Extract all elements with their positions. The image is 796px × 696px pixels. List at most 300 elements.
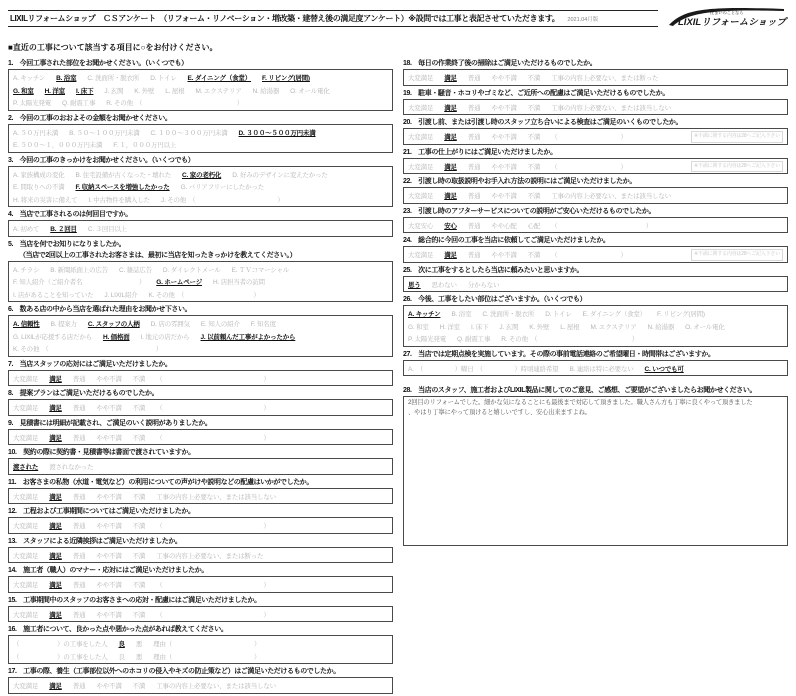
option: 不満	[132, 493, 146, 501]
option: R. その他 （ ）	[501, 336, 639, 343]
option-line	[13, 96, 388, 109]
header	[8, 5, 788, 36]
option: （ ）	[156, 582, 270, 589]
selected-option: H. 洋室	[44, 87, 65, 95]
question-title: 19. 駐車・騒音・ホコリやゴミなど、ご近所への配慮はご満足いただけるものでしたか。	[403, 89, 669, 97]
option: 大変満足	[408, 134, 434, 141]
option-line	[408, 71, 783, 84]
question-10	[8, 447, 393, 475]
option: 不満	[132, 611, 146, 619]
option: やや不満	[491, 104, 517, 112]
option: 不満	[527, 104, 541, 112]
option: 悪	[135, 653, 143, 661]
option: N. 給湯器	[647, 323, 675, 331]
option: 普通	[467, 75, 481, 82]
question-13	[8, 536, 393, 564]
option: 不満	[132, 683, 146, 690]
option: （ ）	[551, 163, 627, 171]
question-28	[403, 385, 788, 546]
question-title: 28. 当店のスタッフ、施工者およびLIXIL製品に関してのご意見、ご感想、ご要望がございましたらお聞かせください。	[403, 387, 757, 394]
option: 普通	[467, 252, 481, 259]
option-line	[13, 372, 388, 385]
option: C. １００～３００万円未満	[150, 129, 228, 137]
option: C. 雑誌広告	[119, 266, 152, 274]
option-line	[13, 431, 388, 444]
free-answer-text: 、やはり丁寧にやって頂けると嬉しいですし、安心出来ますよね。	[408, 408, 591, 416]
question-24	[403, 235, 788, 263]
selected-option: J. 以前頼んだ工事がよかったから	[200, 333, 296, 341]
option: J. その他 （ ）	[160, 196, 284, 204]
selected-option: 満足	[49, 434, 62, 442]
option: A. 初めて	[13, 226, 40, 233]
option: やや不満	[96, 683, 122, 690]
option: 不満	[527, 134, 541, 141]
option: G. バリアフリーにしたかった	[180, 184, 265, 191]
selected-option: C. いつでも可	[644, 365, 684, 373]
question-21	[403, 147, 788, 175]
option: H. 将来の災害に備えて	[13, 196, 78, 204]
option: I. 地元の店だから	[140, 333, 190, 341]
option: D. 好みのデザインに変えたかった	[232, 171, 328, 179]
answer-box	[403, 99, 788, 116]
option: C. 洗面所・脱衣所	[482, 311, 535, 318]
option: （ ）	[551, 222, 653, 230]
question-title: 12. 工程および工事期間についてはご満足いただけましたか。	[8, 508, 195, 515]
option: 工事の内容上必要ない、または該当しない	[156, 683, 276, 690]
option: P. 太陽光発電	[13, 100, 52, 107]
option: K. 外壁	[134, 87, 155, 95]
option: D. トイレ	[150, 75, 177, 82]
question-11	[8, 477, 393, 505]
option: 不満	[527, 75, 541, 82]
option: （ ）	[156, 405, 270, 412]
option: やや不満	[491, 163, 517, 171]
question-title: 25. 次に工事をするとしたら当店に頼みたいと思いますか。	[403, 266, 584, 274]
selected-option: 満足	[49, 552, 62, 560]
option-line	[13, 460, 388, 473]
option: やや不満	[96, 523, 122, 530]
option: E. ５００～１，０００万円未満	[13, 142, 103, 149]
answer-box	[403, 187, 788, 204]
option-line	[13, 193, 388, 206]
answer-box	[8, 677, 393, 694]
option: 工事の内容上必要ない、または該当しない	[156, 493, 276, 501]
option: A. チラシ	[13, 266, 40, 274]
option: 不満	[132, 434, 146, 442]
form-title-bar	[8, 10, 658, 27]
selected-option: A. キッチン	[408, 311, 441, 318]
option: E. 知人の紹介	[200, 321, 240, 328]
option: F. リビング(居間)	[657, 311, 705, 318]
option: 不満	[132, 375, 146, 383]
option: L. 屋根	[560, 323, 580, 331]
option: 大変安心	[408, 222, 434, 230]
question-title: 8. 提案プランはご満足いただけるものでしたか。	[8, 390, 159, 397]
selected-option: C. 家の老朽化	[182, 171, 222, 179]
option: やや不満	[491, 252, 517, 259]
option: 思わない	[431, 281, 457, 289]
option: 不満	[132, 523, 146, 530]
option-line	[13, 330, 388, 343]
option-line	[13, 222, 388, 235]
option: （ ）の工事をした人	[13, 641, 108, 648]
option: D. トイレ	[545, 311, 572, 318]
option-line	[408, 101, 783, 114]
selected-option: 渡された	[13, 464, 39, 471]
question-8	[8, 388, 393, 416]
option: （ ）	[156, 523, 270, 530]
selected-option: F. リビング(居間)	[262, 75, 310, 82]
question-4	[8, 209, 393, 237]
question-title: 24. 総合的に今回の工事を当店に依頼してご満足いただけましたか。	[403, 237, 610, 244]
option: （ ）の工事をした人	[13, 653, 108, 661]
option: I. 床下	[470, 323, 489, 331]
selected-option: 良	[118, 641, 125, 648]
option: やや不満	[96, 434, 122, 442]
question-title: 14. 施工者（職人）のマナー・応対にはご満足いただけましたか。	[8, 567, 208, 574]
question-title: 23. 引渡し時のアフターサービスについての説明がご安心いただけるものでしたか。	[403, 207, 656, 215]
footnote: ※不満に関する内容は28へご記入下さい	[691, 131, 783, 143]
selected-option: 思う	[408, 281, 421, 289]
option: 普通	[467, 134, 481, 141]
option: O. オール電化	[290, 87, 330, 95]
option-line	[13, 71, 388, 84]
selected-option: A. 信頼性	[13, 321, 40, 328]
selected-option: E. ダイニング（食堂）	[187, 75, 252, 82]
option: （ ）	[156, 434, 270, 442]
option: 普通	[467, 163, 481, 171]
selected-option: C. スタッフの人柄	[87, 321, 140, 328]
option: 大変満足	[408, 163, 434, 171]
question-23	[403, 206, 788, 234]
option: J. 玄関	[499, 323, 519, 331]
answer-box	[403, 217, 788, 234]
selected-option: 満足	[49, 493, 62, 501]
question-title: 2. 今回の工事のおおよその金額をお聞かせください。	[8, 114, 172, 122]
option-line	[13, 288, 388, 301]
option: E. ダイニング（食堂）	[582, 311, 647, 318]
option-line	[13, 263, 388, 276]
answer-box	[8, 488, 393, 505]
question-1	[8, 58, 393, 111]
option: やや不満	[491, 193, 517, 200]
selected-option: 満足	[444, 163, 457, 171]
option: 大変満足	[13, 434, 39, 442]
option: 不満	[132, 582, 146, 589]
answer-box	[403, 69, 788, 86]
selected-option: 満足	[49, 582, 62, 589]
option-line	[13, 84, 388, 97]
answer-box	[403, 396, 788, 546]
lixil-logo	[666, 5, 788, 36]
option: O. オール電化	[685, 323, 725, 331]
selected-option: 満足	[49, 611, 62, 619]
option-line	[13, 679, 388, 692]
selected-option: G. ホームページ	[156, 279, 203, 286]
selected-option: B. ２回目	[50, 226, 77, 233]
option: 大変満足	[13, 405, 39, 412]
logo-tagline: 住まいのことなら	[710, 10, 744, 15]
selected-option: 満足	[444, 75, 457, 82]
selected-option: 安心	[444, 222, 457, 230]
option: 大変満足	[408, 193, 434, 200]
option-line	[13, 168, 388, 181]
option: M. エクステリア	[195, 87, 242, 95]
question-18	[403, 58, 788, 86]
answer-box	[8, 458, 393, 475]
option: J. 玄関	[104, 87, 124, 95]
option: A. ５０万円未満	[13, 129, 59, 137]
selected-option: D. ３００～５００万円未満	[238, 129, 316, 137]
instruction-text: ■直近の工事について該当する項目に○をお付けください。	[8, 43, 218, 52]
option: B. 住宅設備が古くなった・壊れた	[75, 171, 172, 179]
option-line	[13, 401, 388, 414]
question-22	[403, 176, 788, 204]
option-line	[13, 180, 388, 193]
question-title: 17. 工事の際、養生（工事部位以外へのホコリの侵入やキズの防止策など）はご満足いただけるものでしたか。	[8, 668, 340, 675]
option: E. ＴＶコマーシャル	[231, 266, 290, 274]
option: 工事の内容上必要ない、または該当しない	[551, 193, 671, 200]
option: やや不満	[96, 375, 122, 383]
answer-box	[403, 246, 788, 263]
question-title: 26. 今後、工事をしたい部位はございますか。（いくつでも）	[403, 296, 587, 303]
question-title: 11. お客さまの私物（水道・電気など）の利用についての声がけや説明などの配慮はいかがでしたか。	[8, 478, 314, 486]
option-line	[408, 189, 783, 202]
selected-option: 満足	[444, 134, 457, 141]
selected-option: 満足	[444, 252, 457, 259]
option: G. 和室	[408, 323, 429, 331]
option: 普通	[467, 104, 481, 112]
option: 普通	[72, 552, 86, 560]
option: やや不満	[491, 134, 517, 141]
question-title: 22. 引渡し時の取扱説明やお手入れ方法の説明にはご満足いただけましたか。	[403, 178, 636, 185]
option: 理由（ ）	[153, 653, 261, 661]
question-title: 18. 毎日の作業終了後の掃除はご満足いただけるものでしたか。	[403, 60, 597, 67]
option: B. 連絡は特に必要ない	[569, 365, 634, 373]
answer-box	[8, 166, 393, 208]
answer-box	[403, 158, 788, 175]
option-line	[13, 275, 388, 288]
answer-box	[8, 124, 393, 153]
selected-option: 満足	[444, 104, 457, 112]
option: B. ５０～１００万円未満	[69, 129, 140, 137]
option: J. LIXIL紹介	[104, 291, 138, 299]
option: 不満	[527, 193, 541, 200]
option-line	[13, 317, 388, 330]
option: E. 間取りへの不満	[13, 184, 65, 191]
answer-box	[8, 399, 393, 416]
option-line	[13, 519, 388, 532]
option: 不満	[132, 552, 146, 560]
option: 大変満足	[13, 375, 39, 383]
option: 不満	[132, 405, 146, 412]
option: やや心配	[491, 222, 517, 230]
question-7	[8, 359, 393, 387]
logo-brand: LIXILリフォームショップ	[678, 17, 787, 28]
answer-box	[8, 517, 393, 534]
answer-box	[8, 315, 393, 357]
question-title: 20. 引渡し前、または引渡し時のスタッフ立ち合いによる検査はご満足のいくものでしたか。	[403, 119, 683, 126]
selected-option: 満足	[49, 375, 62, 383]
option: （ ）	[551, 252, 627, 259]
selected-option: H. 価格面	[102, 333, 130, 341]
answer-box	[8, 220, 393, 237]
option: P. 太陽光発電	[408, 336, 447, 343]
option-line	[13, 608, 388, 621]
option: F. 知人紹介（ご紹介者名 ）	[13, 279, 146, 286]
option-line	[408, 332, 783, 345]
option: 分からない	[467, 281, 500, 289]
option-line	[13, 637, 388, 650]
option: （ ）	[156, 611, 270, 619]
question-title: 10. 契約の際に契約書・見積書等は書面で渡されていますか。	[8, 449, 195, 456]
option: 不満	[527, 163, 541, 171]
question-25	[403, 265, 788, 293]
answer-box	[403, 305, 788, 347]
option: K. その他 （ ）	[148, 291, 260, 299]
answer-box	[8, 635, 393, 664]
option: G. LIXILが応援する店だから	[13, 333, 92, 341]
selected-option: G. 和室	[13, 87, 34, 95]
option: 理由（ ）	[153, 641, 261, 648]
option: N. 給湯器	[252, 87, 280, 95]
answer-box	[8, 576, 393, 593]
option: F. １，０００万円以上	[113, 142, 177, 149]
option: H. 洋室	[439, 323, 460, 331]
option: 普通	[72, 582, 86, 589]
question-12	[8, 506, 393, 534]
option-line	[408, 219, 783, 232]
answer-box	[8, 370, 393, 387]
option: 大変満足	[408, 104, 434, 112]
answer-box	[8, 261, 393, 303]
option: R. その他 （ ）	[106, 100, 244, 107]
option-line	[13, 126, 388, 139]
option: 普通	[467, 222, 481, 230]
option: F. 知名度	[250, 321, 276, 328]
answer-box	[403, 360, 788, 377]
option: 大変満足	[13, 523, 39, 530]
option-line	[408, 320, 783, 333]
question-columns	[8, 56, 788, 696]
selected-option: 満足	[444, 193, 457, 200]
option: （ ）	[156, 375, 270, 383]
option: 工事の内容上必要ない、または該当しない	[551, 104, 671, 112]
questions-column-left	[8, 56, 393, 696]
option: 普通	[72, 434, 86, 442]
question-title: 6. 数ある店の中から当店を選ばれた理由をお聞かせ下さい。	[8, 306, 192, 313]
question-9	[8, 418, 393, 446]
selected-option: B. 浴室	[56, 75, 77, 82]
question-title: 7. 当店スタッフの応対にはご満足いただけましたか。	[8, 360, 172, 368]
option-line	[13, 650, 388, 663]
question-17	[8, 666, 393, 694]
question-title: 27. 当店では定期点検を実施しています。その際の事前電話連絡のご希望曜日・時間帯はございますか。	[403, 350, 715, 358]
question-16	[8, 624, 393, 664]
option: K. 外壁	[529, 323, 550, 331]
option: D. 店の雰囲気	[150, 321, 190, 328]
question-title: 1. 今回工事された部位をお聞かせください。（いくつでも）	[8, 60, 188, 67]
option: L. 屋根	[165, 87, 185, 95]
option-line	[13, 549, 388, 562]
footnote: ※不満に関する内容は28へご記入下さい	[691, 249, 783, 261]
question-3	[8, 155, 393, 208]
option: 大変満足	[13, 493, 39, 501]
option: 大変満足	[13, 683, 39, 690]
option-line	[13, 490, 388, 503]
option: 良	[118, 653, 125, 661]
option: K. その他 （ ）	[13, 346, 162, 353]
question-title: 16. 施工者について、良かった点や悪かった点があれば教えてください。	[8, 626, 228, 633]
option: 大変満足	[408, 75, 434, 82]
answer-box	[8, 429, 393, 446]
option-line	[408, 362, 783, 375]
option: 工事の内容上必要ない、または断った	[156, 552, 264, 560]
option: 悪	[135, 641, 143, 648]
selected-option: 満足	[49, 523, 62, 530]
edition-label: 2021.04月版	[567, 16, 599, 23]
option: M. エクステリア	[590, 323, 637, 331]
option-line	[13, 138, 388, 151]
selected-option: 満足	[49, 405, 62, 412]
option: A. 家族構成の変化	[13, 171, 65, 179]
option-line	[408, 307, 783, 320]
option: 普通	[72, 405, 86, 412]
question-title: 4. 当店で工事されるのは何回目ですか。	[8, 211, 132, 218]
answer-box	[403, 128, 788, 145]
question-27	[403, 349, 788, 377]
question-2	[8, 113, 393, 153]
option: 大変満足	[13, 582, 39, 589]
option: やや不満	[96, 611, 122, 619]
question-title: 13. スタッフによる近隣挨拶はご満足いただけましたか。	[8, 537, 182, 545]
question-20	[403, 117, 788, 145]
question-title: 9. 見積書には明細が記載され、ご満足のいく説明がありましたか。	[8, 419, 212, 427]
question-subtitle: （当店で2回以上の工事されたお客さまは、最初に当店を知ったきっかけを教えてください。）	[19, 251, 297, 259]
option: 普通	[72, 611, 86, 619]
option: 大変満足	[408, 252, 434, 259]
option: 大変満足	[13, 611, 39, 619]
option: やや不満	[491, 75, 517, 82]
option: やや不満	[96, 582, 122, 589]
option: 工事の内容上必要ない、または断った	[551, 75, 659, 82]
selected-option: F. 収納スペースを増強したかった	[75, 184, 170, 191]
question-26	[403, 294, 788, 347]
answer-box	[8, 69, 393, 111]
free-answer-text: 2回目のリフォームでした。細かな気になることにも最後まで対応して頂きました。職人さん方も丁寧に良くやって頂きました	[408, 399, 753, 406]
option: B. 提案力	[50, 321, 77, 328]
option: H. 店担当者の訪問	[213, 279, 265, 286]
option: 不満	[527, 252, 541, 259]
option-line	[408, 160, 783, 173]
option: 普通	[72, 493, 86, 501]
option: やや不満	[96, 493, 122, 501]
option: Q. 耐震工事	[457, 336, 491, 343]
question-title: 3. 今回の工事のきっかけをお聞かせください。（いくつでも）	[8, 156, 195, 164]
option-line	[13, 578, 388, 591]
option: B. 新聞紙面上の広告	[50, 266, 108, 274]
option: A. キッチン	[13, 75, 46, 82]
question-title: 15. 工事期間中のスタッフのお客さまへの応対・配慮にはご満足いただけましたか。	[8, 596, 261, 604]
option-line	[408, 248, 783, 261]
option-line	[408, 278, 783, 291]
option: 普通	[72, 683, 86, 690]
option: 普通	[72, 523, 86, 530]
question-14	[8, 565, 393, 593]
option-line	[408, 130, 783, 143]
option: I. 店があることを知っていた	[13, 291, 94, 299]
option: A. （ ）曜日 （ ）時頃連絡希望	[408, 365, 559, 373]
